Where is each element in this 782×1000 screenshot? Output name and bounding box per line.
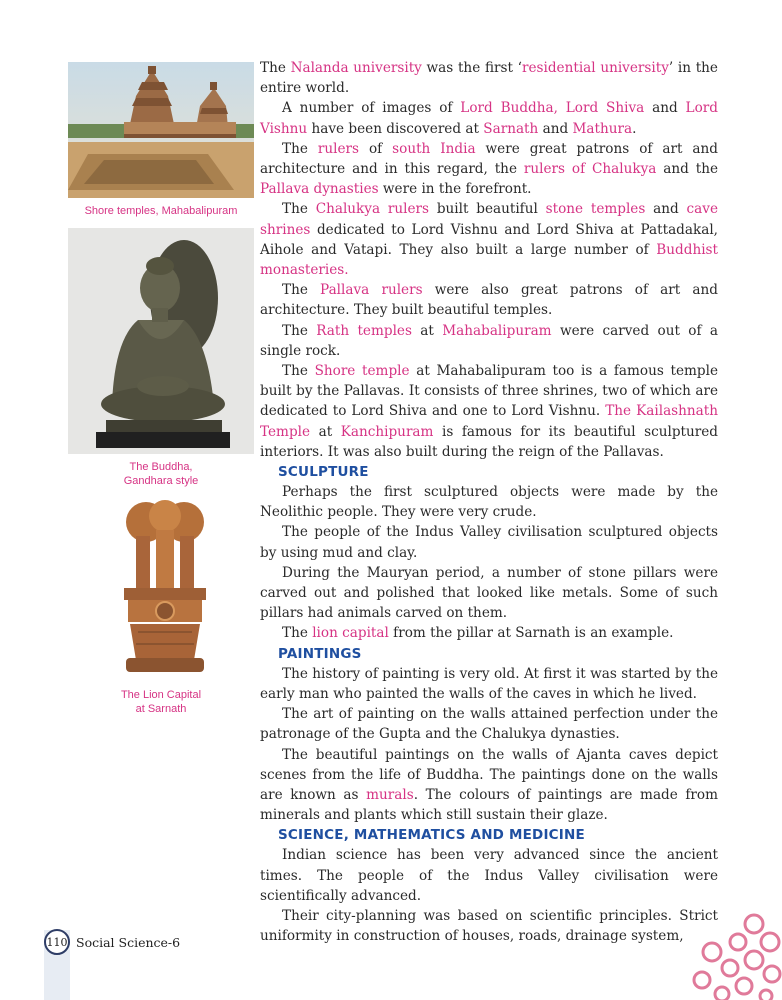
highlighted-term: Sarnath <box>483 120 539 137</box>
paragraph: The lion capital from the pillar at Sarnath is an example. <box>282 625 674 642</box>
main-text-column <box>260 58 718 946</box>
buddha-statue-image <box>68 228 254 454</box>
paragraph: The Nalanda university was the first ‘residential university’ in the entire world. <box>260 60 718 97</box>
figure-caption <box>68 688 254 716</box>
paragraph: Their city-planning was based on scientific principles. Strict uniformity in construction of houses, roads, drainage system, <box>260 907 718 945</box>
highlighted-term: rulers <box>317 140 359 157</box>
caption-line: at Sarnath <box>135 703 187 715</box>
figure-lion-capital <box>68 496 254 716</box>
figure-caption <box>68 460 254 488</box>
highlighted-term: Shore temple <box>314 363 410 380</box>
section-heading-science: SCIENCE, MATHEMATICS AND MEDICINE <box>278 827 585 844</box>
decorative-circles-icon <box>682 908 782 1000</box>
highlighted-term: Pallava dynasties <box>260 181 379 198</box>
highlighted-term: cave shrines <box>260 201 718 238</box>
paragraph: The people of the Indus Valley civilisation sculptured objects by using mud and clay. <box>260 524 718 561</box>
highlighted-term: stone temples <box>545 201 646 218</box>
paragraph: The Chalukya rulers built beautiful stone temples and cave shrines dedicated to Lord Vishnu and Lord Shiva at Pattadakal, Aihole and Vatapi. They also built a large number of Buddhist monasteries. <box>260 201 718 279</box>
highlighted-term: Lord Vishnu <box>260 100 718 137</box>
highlighted-term: Nalanda university <box>290 60 422 76</box>
highlighted-term: rulers of Chalukya <box>523 161 657 178</box>
lion-capital-image <box>68 496 254 682</box>
page-number-badge: 110 <box>44 929 70 955</box>
paragraph: Indian science has been very advanced since the ancient times. The people of the Indus Valley civilisation were scientifically advanced. <box>260 847 718 904</box>
paragraph: Perhaps the first sculptured objects were made by the Neolithic people. They were very crude. <box>260 484 718 521</box>
highlighted-term: Mahabalipuram <box>442 322 552 339</box>
highlighted-term: Pallava rulers <box>320 282 423 299</box>
paragraph: The art of painting on the walls attained perfection under the patronage of the Gupta and the Chalukya dynasties. <box>260 706 718 743</box>
caption-line: Gandhara style <box>123 475 199 487</box>
section-heading-sculpture: SCULPTURE <box>278 464 369 481</box>
highlighted-term: Chalukya rulers <box>315 201 430 218</box>
paragraph: A number of images of Lord Buddha, Lord Shiva and Lord Vishnu have been discovered at Sarnath and Mathura. <box>260 100 718 137</box>
highlighted-term: Mathura <box>572 120 633 137</box>
highlighted-term: Rath temples <box>316 322 412 339</box>
caption-line: The Buddha, <box>129 461 193 473</box>
highlighted-term: lion capital <box>312 625 389 642</box>
figure-caption: Shore temples, Mahabalipuram <box>84 205 238 217</box>
figure-buddha <box>68 228 254 488</box>
section-heading-paintings: PAINTINGS <box>278 645 362 662</box>
paragraph: The rulers of south India were great patrons of art and architecture and in this regard, the rulers of Chalukya and the Pallava dynasties were in the forefront. <box>260 140 718 198</box>
figure-shore-temple <box>68 62 254 218</box>
caption-line: The Lion Capital <box>120 689 202 701</box>
temple-image <box>68 62 254 198</box>
highlighted-term: Kanchipuram <box>340 423 434 440</box>
paragraph: The Pallava rulers were also great patrons of art and architecture. They built beautiful temples. <box>260 282 718 319</box>
highlighted-term: residential university <box>521 60 669 76</box>
paragraph: The Rath temples at Mahabalipuram were carved out of a single rock. <box>260 322 718 359</box>
highlighted-term: The Kailashnath Temple <box>260 403 718 440</box>
highlighted-term: south India <box>392 140 476 157</box>
paragraph: The Shore temple at Mahabalipuram too is a famous temple built by the Pallavas. It consists of three shrines, two of which are dedicated to Lord Shiva and one to Lord Vishnu. The Kailashnath Temple at Kanchipuram is famous for its beautiful sculptured interiors. It was also built during the reign of the Pallavas. <box>260 363 718 460</box>
paragraph: During the Mauryan period, a number of stone pillars were carved out and polished that looked like metals. Some of such pillars had animals carved on them. <box>260 564 718 622</box>
page-footer <box>44 928 180 956</box>
highlighted-term: murals <box>366 786 414 803</box>
paragraph: The history of painting is very old. At first it was started by the early man who painted the walls of the caves in which he lived. <box>260 665 718 702</box>
highlighted-term: Buddhist monasteries. <box>260 241 718 279</box>
highlighted-term: Lord Buddha, Lord Shiva <box>460 100 645 117</box>
book-title: Social Science-6 <box>76 934 181 950</box>
paragraph: The beautiful paintings on the walls of Ajanta caves depict scenes from the life of Buddha. The paintings done on the walls are known as murals. The colours of paintings are made from minerals and plants which still sustain their glaze. <box>260 746 718 824</box>
